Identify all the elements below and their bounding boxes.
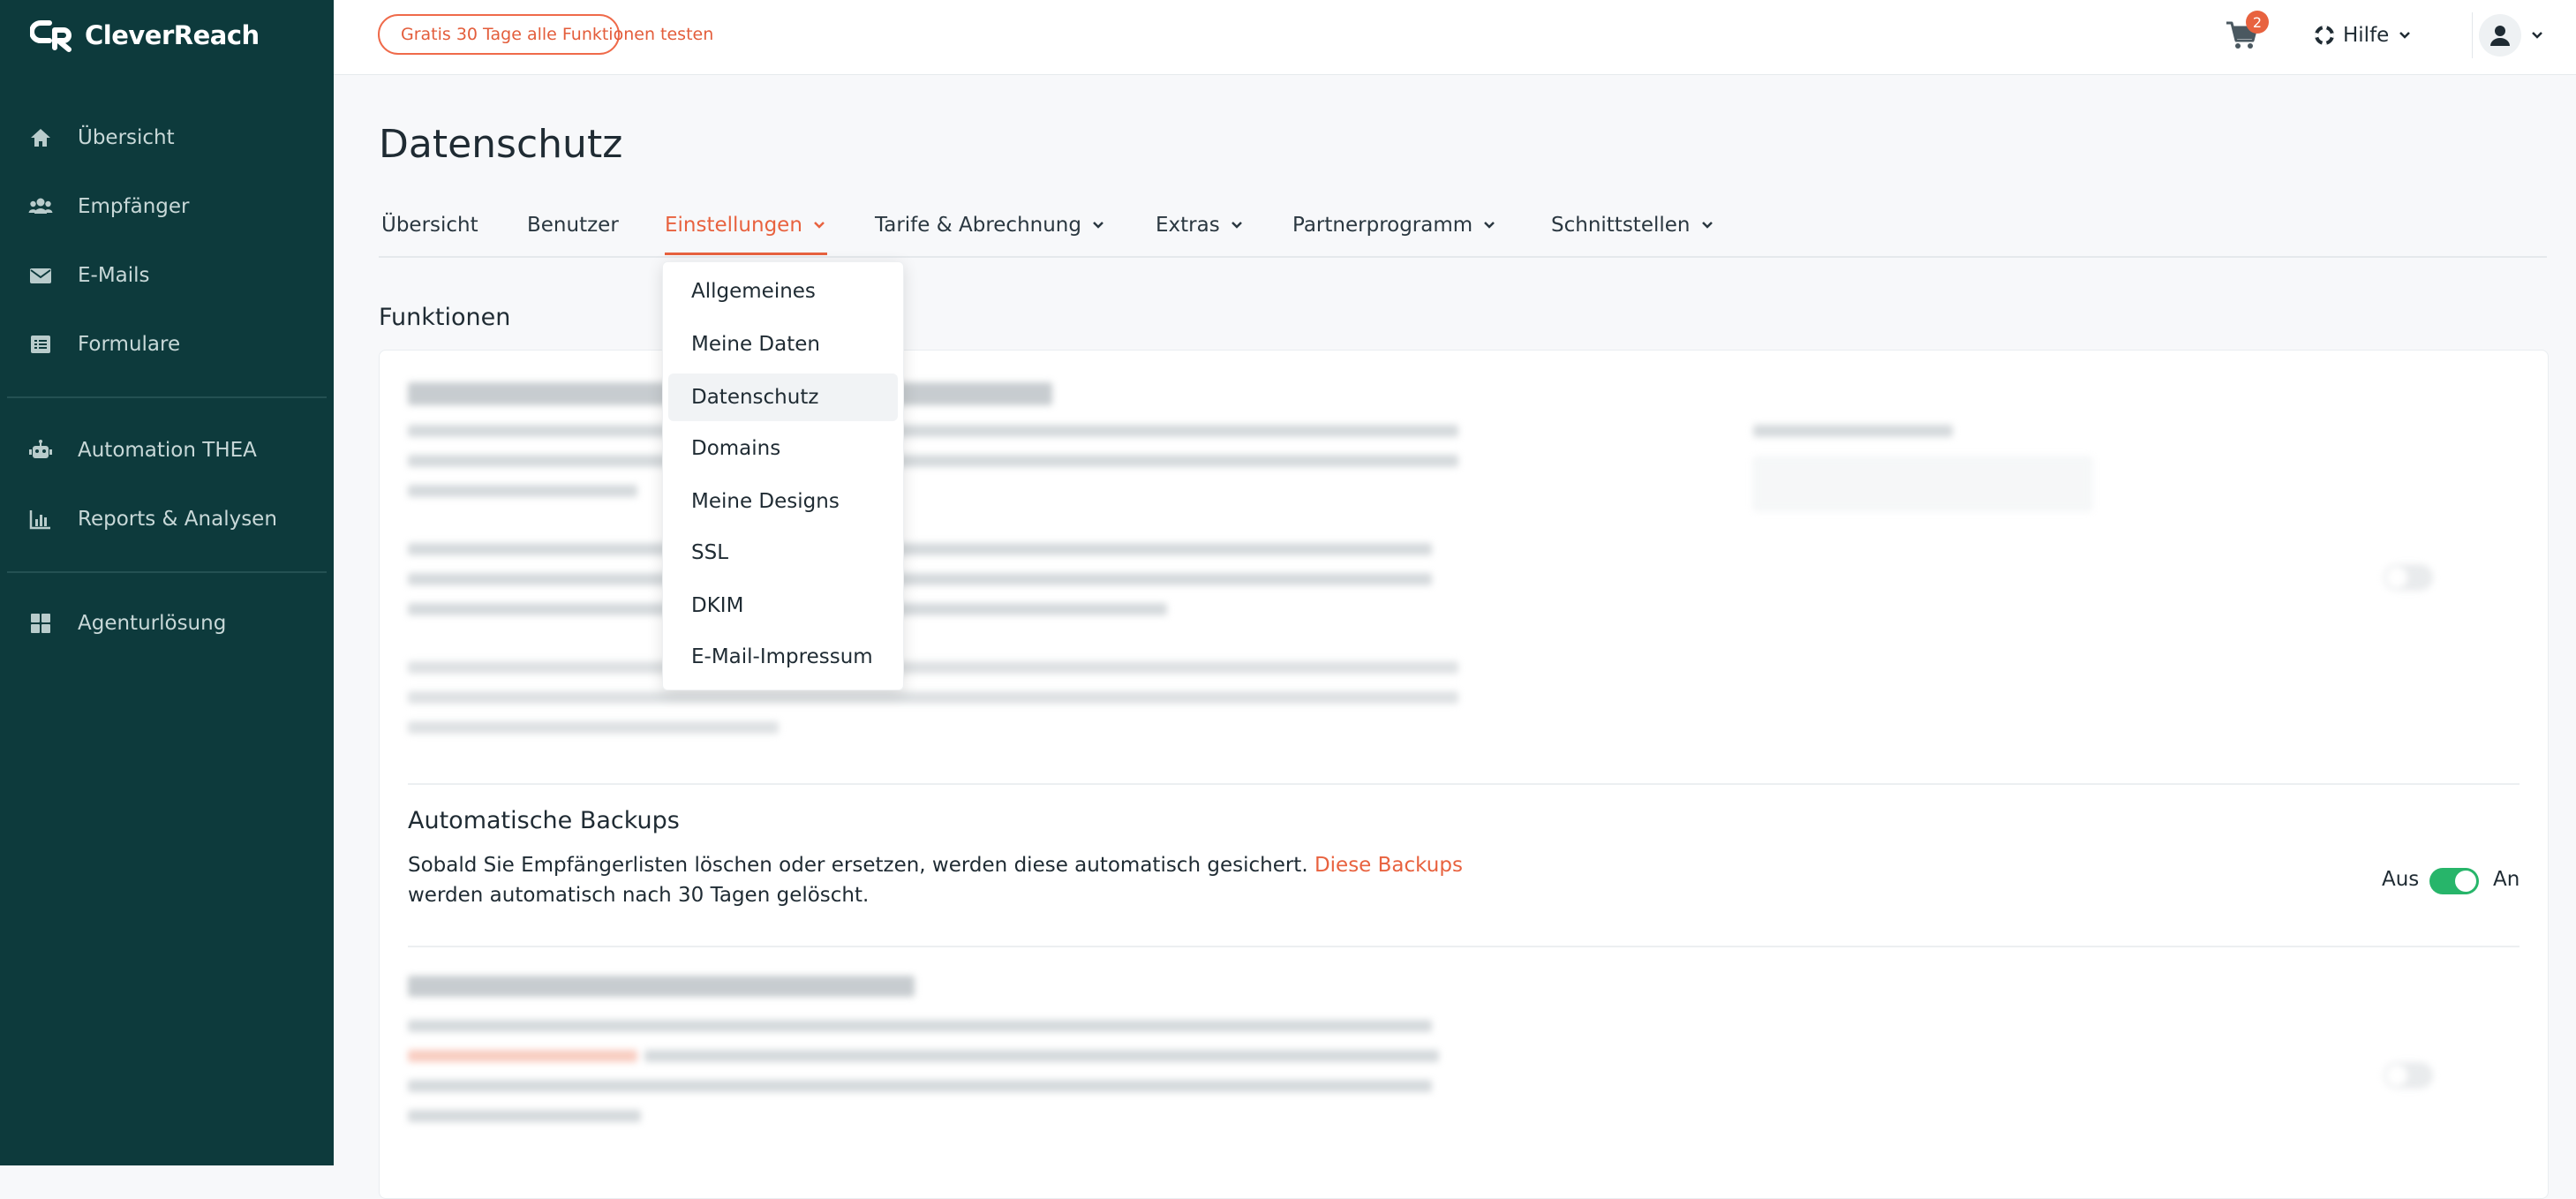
lifebuoy-icon bbox=[2315, 26, 2334, 45]
home-icon bbox=[28, 125, 53, 150]
cleverreach-logo-icon bbox=[30, 18, 74, 53]
sidebar-item-reports[interactable] bbox=[0, 493, 334, 546]
page-title: Datenschutz bbox=[379, 122, 623, 167]
sidebar-item-emails[interactable] bbox=[0, 249, 334, 302]
user-icon bbox=[2489, 24, 2512, 47]
chevron-down-icon bbox=[1699, 217, 1715, 233]
sidebar-item-agenturloesung[interactable] bbox=[0, 597, 334, 650]
menu-item-meine-designs[interactable]: Meine Designs bbox=[691, 490, 840, 513]
help-menu[interactable] bbox=[2315, 18, 2412, 53]
backups-description bbox=[408, 850, 1555, 910]
sidebar-divider bbox=[7, 396, 327, 398]
backups-title: Automatische Backups bbox=[408, 807, 680, 834]
tab-einstellungen[interactable] bbox=[665, 214, 827, 237]
logo[interactable] bbox=[30, 16, 260, 55]
users-icon bbox=[28, 194, 53, 219]
cart-count-badge: 2 bbox=[2246, 11, 2269, 34]
menu-item-datenschutz[interactable]: Datenschutz bbox=[668, 373, 898, 421]
backups-toggle[interactable] bbox=[2429, 868, 2479, 894]
sidebar-item-label: Agenturlösung bbox=[78, 612, 227, 635]
chevron-down-icon bbox=[1481, 217, 1497, 233]
chevron-down-icon bbox=[1090, 217, 1106, 233]
tab-label: Extras bbox=[1156, 214, 1220, 237]
backups-desc-line1: Sobald Sie Empfängerlisten löschen oder ersetzen, werden diese automatisch gesichert. bbox=[408, 854, 1308, 877]
backups-desc-line2: werden automatisch nach 30 Tagen gelöscht. bbox=[408, 884, 870, 907]
sidebar-item-label: E-Mails bbox=[78, 264, 150, 287]
toggle-off-label: Aus bbox=[2382, 868, 2420, 891]
logo-text: CleverReach bbox=[85, 20, 260, 50]
menu-item-allgemeines[interactable]: Allgemeines bbox=[691, 280, 816, 303]
tab-uebersicht[interactable] bbox=[381, 214, 478, 237]
einstellungen-dropdown-menu bbox=[662, 261, 904, 690]
sidebar-item-label: Übersicht bbox=[78, 126, 175, 149]
grid-icon bbox=[28, 611, 53, 636]
top-bar bbox=[334, 0, 2576, 75]
sidebar-item-uebersicht[interactable] bbox=[0, 111, 334, 164]
user-menu[interactable] bbox=[2479, 12, 2560, 58]
sidebar-item-formulare[interactable] bbox=[0, 318, 334, 371]
toggle-on-label: An bbox=[2493, 868, 2520, 891]
row-divider bbox=[408, 946, 2520, 947]
chevron-down-icon bbox=[2398, 28, 2412, 42]
tab-benutzer[interactable] bbox=[527, 214, 619, 237]
mail-icon bbox=[28, 263, 53, 288]
robot-icon bbox=[28, 438, 53, 463]
tab-label: Einstellungen bbox=[665, 214, 802, 237]
menu-item-ssl[interactable]: SSL bbox=[691, 541, 729, 564]
sidebar-item-automation-thea[interactable] bbox=[0, 424, 334, 477]
tab-label: Schnittstellen bbox=[1551, 214, 1691, 237]
tab-label: Benutzer bbox=[527, 214, 619, 237]
row-divider bbox=[408, 783, 2520, 785]
menu-item-dkim[interactable]: DKIM bbox=[691, 594, 744, 617]
form-icon bbox=[28, 332, 53, 357]
tab-label: Tarife & Abrechnung bbox=[875, 214, 1081, 237]
chevron-down-icon bbox=[811, 217, 827, 233]
tab-bar bbox=[379, 208, 2547, 258]
topbar-divider bbox=[2472, 12, 2473, 58]
sidebar-divider bbox=[7, 571, 327, 573]
menu-item-domains[interactable]: Domains bbox=[691, 437, 781, 460]
sidebar-item-label: Reports & Analysen bbox=[78, 508, 277, 531]
avatar bbox=[2479, 14, 2521, 57]
tab-schnittstellen[interactable] bbox=[1551, 214, 1715, 237]
toggle-knob bbox=[2455, 871, 2476, 892]
sidebar-item-label: Formulare bbox=[78, 333, 181, 356]
trial-promo-button[interactable] bbox=[378, 14, 714, 55]
chevron-down-icon bbox=[2530, 28, 2544, 42]
bar-chart-icon bbox=[28, 507, 53, 532]
sidebar bbox=[0, 0, 334, 1165]
tab-label: Übersicht bbox=[381, 214, 478, 237]
menu-item-email-impressum[interactable]: E-Mail-Impressum bbox=[691, 645, 873, 668]
trial-promo-label: Gratis 30 Tage alle Funktionen testen bbox=[401, 25, 714, 44]
tab-label: Partnerprogramm bbox=[1292, 214, 1473, 237]
sidebar-item-empfaenger[interactable] bbox=[0, 180, 334, 233]
help-label: Hilfe bbox=[2343, 24, 2390, 47]
backups-link[interactable]: Diese Backups bbox=[1314, 854, 1463, 877]
menu-item-meine-daten[interactable]: Meine Daten bbox=[691, 333, 820, 356]
tab-tarife-abrechnung[interactable] bbox=[875, 214, 1106, 237]
tab-extras[interactable] bbox=[1156, 214, 1245, 237]
chevron-down-icon bbox=[1229, 217, 1245, 233]
tab-partnerprogramm[interactable] bbox=[1292, 214, 1497, 237]
sidebar-item-label: Empfänger bbox=[78, 195, 190, 218]
section-title: Funktionen bbox=[379, 304, 511, 331]
sidebar-item-label: Automation THEA bbox=[78, 439, 257, 462]
